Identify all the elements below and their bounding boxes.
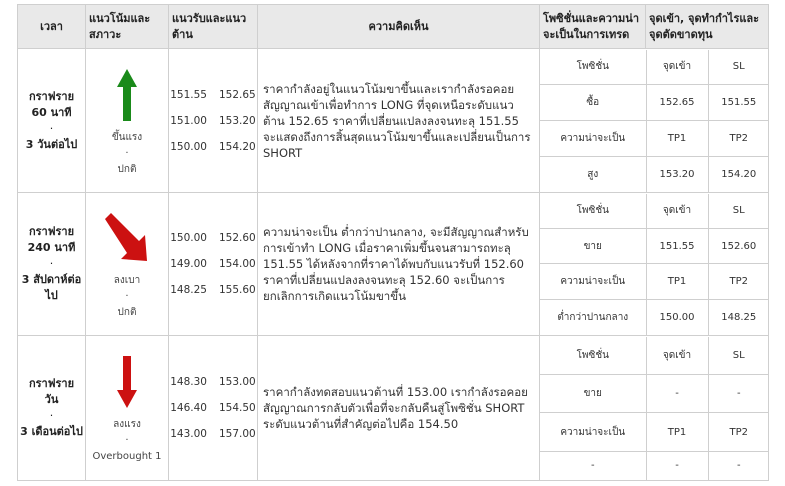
- resistance-level: 154.50: [219, 402, 256, 414]
- table-row: [18, 193, 769, 336]
- grid-cell: -: [646, 452, 708, 480]
- resistance-level: 153.00: [219, 376, 256, 388]
- support-level: 143.00: [170, 428, 207, 440]
- grid-cell: 148.25: [708, 300, 769, 335]
- grid-cell: สูง: [540, 157, 646, 192]
- timeframe-label: กราฟราย: [28, 89, 75, 103]
- level-pair: [169, 426, 257, 442]
- grid-cell: 152.60: [708, 228, 769, 264]
- trade-grid: [540, 337, 769, 480]
- timeframe-label: กราฟราย: [28, 377, 75, 390]
- trend-strength: ขึ้นแรง: [111, 131, 143, 143]
- support-level: 146.40: [170, 402, 207, 414]
- trend-separator: ·: [125, 147, 129, 159]
- grid-cell: TP2: [708, 264, 769, 300]
- table-row: [18, 49, 769, 193]
- timeframe-separator: ·: [49, 257, 54, 270]
- grid-cell: -: [708, 374, 769, 413]
- grid-cell: TP2: [708, 413, 769, 452]
- header-row: [18, 5, 769, 49]
- grid-cell: 150.00: [646, 300, 708, 335]
- trend-state: Overbought 1: [92, 451, 162, 462]
- header-position: โพซิชั่นและความน่าจะเป็นในการเทรด: [540, 5, 646, 49]
- table-row: [18, 336, 769, 481]
- trading-analysis-table: [17, 4, 769, 481]
- levels-cell: [169, 336, 258, 481]
- level-pair: [169, 256, 257, 272]
- trend-state: ปกติ: [117, 163, 137, 175]
- grid-cell: ความน่าจะเป็น: [540, 120, 646, 156]
- grid-cell: จุดเข้า: [646, 194, 708, 229]
- trend-cell: [86, 49, 169, 193]
- header-trend: แนวโน้มและสภาวะ: [86, 5, 169, 49]
- grid-cell: -: [540, 452, 646, 480]
- levels-cell: [169, 49, 258, 193]
- header-comment: ความคิดเห็น: [258, 5, 540, 49]
- grid-cell: 151.55: [646, 228, 708, 264]
- level-pair: [169, 400, 257, 416]
- level-pair: [169, 282, 257, 298]
- grid-cell: โพซิชั่น: [540, 50, 646, 85]
- trend-state: ปกติ: [117, 307, 137, 318]
- trade-grid: [540, 50, 769, 192]
- timeframe-period: วัน: [44, 393, 59, 406]
- grid-cell: 153.20: [646, 157, 708, 192]
- timeframe-period: 240 นาที: [27, 241, 76, 254]
- trend-cell: [86, 193, 169, 336]
- timeframe-separator: ·: [49, 409, 54, 422]
- resistance-level: 154.20: [219, 140, 256, 153]
- analysis-table-container: [17, 4, 768, 481]
- grid-cell: ขาย: [540, 228, 646, 264]
- timeframe-horizon: 3 วันต่อไป: [25, 137, 78, 151]
- level-pair: [169, 87, 257, 103]
- trade-grid: [540, 194, 769, 335]
- trend-strength: ลงเบา: [113, 275, 141, 286]
- arrow-down-right-icon: [103, 213, 151, 263]
- support-level: 148.30: [170, 376, 207, 388]
- resistance-level: 152.60: [219, 232, 256, 244]
- support-level: 150.00: [170, 140, 207, 153]
- resistance-level: 155.60: [219, 284, 256, 296]
- grid-cell: SL: [708, 194, 769, 229]
- grid-cell: SL: [708, 50, 769, 85]
- levels-cell: [169, 193, 258, 336]
- comment-cell: ความน่าจะเป็น ต่ำกว่าปานกลาง, จะมีสัญญาณสำหรับการเข้าทำ LONG เมื่อราคาเพิ่มขึ้นจนสามารถทะลุ 151.55 ได้หลังจากที่ราคาได้พบกับแนวรับที่ 152.60 ราคาที่เปลี่ยนแปลงลงจนทะลุ 152.60 จะเป็นการยกเลิกการเกิดแนวโน้มขาขึ้น: [258, 193, 540, 336]
- support-level: 150.00: [170, 232, 207, 244]
- level-pair: [169, 139, 257, 155]
- grid-cell: ความน่าจะเป็น: [540, 413, 646, 452]
- trend-separator: ·: [125, 291, 129, 302]
- level-pair: [169, 230, 257, 246]
- timeframe-horizon: 3 เดือนต่อไป: [20, 425, 83, 438]
- grid-cell: 151.55: [708, 84, 769, 120]
- timeframe-separator: ·: [49, 121, 54, 135]
- comment-cell: ราคากำลังอยู่ในแนวโน้มขาขึ้นและเรากำลังรอคอยสัญญาณเข้าเพื่อทำการ LONG ที่จุดเหนือระดับแนวต้าน 152.65 ราคาที่เปลี่ยนแปลงลงจนทะลุ 151.55 จะแสดงถึงการสิ้นสุดแนวโน้มขาขึ้นและเปลี่ยนเป็นการ SHORT: [258, 49, 540, 193]
- grid-cell: TP2: [708, 120, 769, 156]
- support-level: 148.25: [170, 284, 207, 296]
- resistance-level: 157.00: [219, 428, 256, 440]
- grid-cell: SL: [708, 337, 769, 375]
- timeframe-period: 60 นาที: [31, 105, 72, 119]
- timeframe-cell: [18, 193, 86, 336]
- grid-cell: โพซิชั่น: [540, 337, 646, 375]
- header-entry: จุดเข้า, จุดทำกำไรและจุดตัดขาดทุน: [646, 5, 769, 49]
- trade-grid-cell: [540, 336, 769, 481]
- resistance-level: 154.00: [219, 258, 256, 270]
- grid-cell: -: [708, 452, 769, 480]
- grid-cell: TP1: [646, 264, 708, 300]
- level-pair: [169, 113, 257, 129]
- trade-grid-cell: [540, 193, 769, 336]
- grid-cell: TP1: [646, 413, 708, 452]
- level-pair: [169, 374, 257, 390]
- grid-cell: จุดเข้า: [646, 337, 708, 375]
- support-level: 149.00: [170, 258, 207, 270]
- timeframe-cell: [18, 336, 86, 481]
- trend-cell: [86, 336, 169, 481]
- trend-separator: ·: [125, 435, 129, 446]
- resistance-level: 153.20: [219, 114, 256, 127]
- grid-cell: TP1: [646, 120, 708, 156]
- grid-cell: จุดเข้า: [646, 50, 708, 85]
- header-time: เวลา: [18, 5, 86, 49]
- trade-grid-cell: [540, 49, 769, 193]
- resistance-level: 152.65: [219, 88, 256, 101]
- header-levels: แนวรับและแนวต้าน: [169, 5, 258, 49]
- grid-cell: 152.65: [646, 84, 708, 120]
- grid-cell: ขาย: [540, 374, 646, 413]
- timeframe-label: กราฟราย: [28, 225, 75, 238]
- grid-cell: 154.20: [708, 157, 769, 192]
- arrow-up-icon: [117, 69, 137, 121]
- trend-strength: ลงแรง: [113, 419, 141, 430]
- grid-cell: ซื้อ: [540, 84, 646, 120]
- support-level: 151.55: [170, 88, 207, 101]
- timeframe-cell: [18, 49, 86, 193]
- grid-cell: ต่ำกว่าปานกลาง: [540, 300, 646, 335]
- grid-cell: -: [646, 374, 708, 413]
- timeframe-horizon: 3 สัปดาห์ต่อไป: [21, 273, 82, 302]
- comment-cell: ราคากำลังทดสอบแนวต้านที่ 153.00 เรากำลังรอคอยสัญญาณการกลับตัวเพื่อที่จะกลับคืนสู่โพซิชั่น SHORT ระดับแนวต้านที่สำคัญต่อไปคือ 154.50: [258, 336, 540, 481]
- grid-cell: ความน่าจะเป็น: [540, 264, 646, 300]
- grid-cell: โพซิชั่น: [540, 194, 646, 229]
- arrow-down-icon: [117, 356, 137, 408]
- support-level: 151.00: [170, 114, 207, 127]
